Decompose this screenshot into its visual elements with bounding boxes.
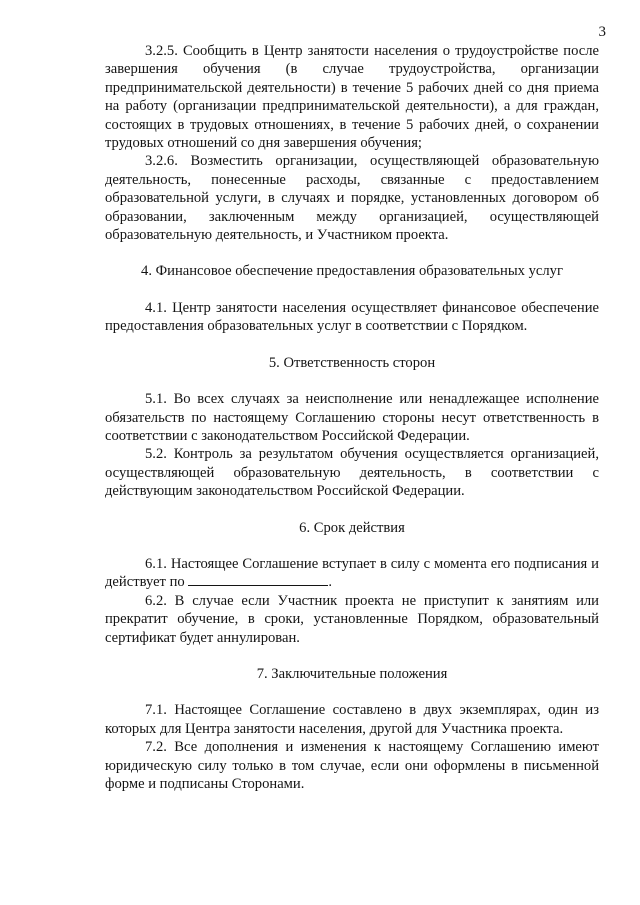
clause-5-1: 5.1. Во всех случаях за неисполнение или ненадлежащее исполнение обязательств по настоящему Соглашению стороны несут ответственность в соответствии с законодательством Российской Федерации. bbox=[105, 391, 599, 444]
clause-3-2-6: 3.2.6. Возместить организации, осуществляющей образовательную деятельность, понесенные расходы, связанные с предоставлением образовательной услуги, в случаях и порядке, установленных договором об образовании, заключенным между организацией, осуществляющей образовательную деятельность, и Участником проекта. bbox=[105, 153, 599, 244]
section-5-heading: 5. Ответственность сторон bbox=[268, 354, 436, 371]
spacer bbox=[105, 537, 599, 555]
spacer bbox=[105, 336, 599, 354]
clause-6-1 bbox=[105, 555, 599, 592]
clause-6-2: 6.2. В случае если Участник проекта не приступит к занятиям или прекратит обучение, в сроки, установленные Порядком, образовательный сертификат будет аннулирован. bbox=[105, 592, 599, 646]
spacer bbox=[105, 683, 599, 701]
page-number: 3 bbox=[598, 24, 606, 40]
clause-4-1: 4.1. Центр занятости населения осуществляет финансовое обеспечение предоставления образовательных услуг в соответствии с Порядком. bbox=[105, 299, 599, 335]
clause-5-2: 5.2. Контроль за результатом обучения осуществляется организацией, осуществляющей образовательную деятельность, в соответствии с действующим законодательством Российской Федерации. bbox=[105, 446, 599, 500]
section-6-heading: 6. Срок действия bbox=[299, 519, 405, 536]
section-7-heading: 7. Заключительные положения bbox=[256, 665, 448, 682]
spacer bbox=[105, 501, 599, 519]
spacer bbox=[105, 647, 599, 665]
spacer bbox=[105, 281, 599, 299]
clause-7-2: 7.2. Все дополнения и изменения к настоящему Соглашению имеют юридическую силу только в том случае, если они оформлены в письменной форме и подписаны Сторонами. bbox=[105, 739, 599, 792]
date-blank-line bbox=[188, 573, 328, 586]
clause-6-1-text: 6.1. Настоящее Соглашение вступает в силу с момента его подписания и действует по bbox=[105, 555, 599, 591]
document-body bbox=[105, 42, 599, 793]
clause-7-1: 7.1. Настоящее Соглашение составлено в двух экземплярах, один из которых для Центра занятости населения, другой для Участника проекта. bbox=[105, 702, 599, 737]
clause-6-1-end: . bbox=[328, 574, 332, 591]
spacer bbox=[105, 372, 599, 390]
clause-3-2-5: 3.2.5. Сообщить в Центр занятости населения о трудоустройстве после завершения обучения (в случае трудоустройства, организации предпринимательской деятельности) в течение 5 рабочих дней со дня приема на работу (организации предпринимательской деятельности), а для граждан, состоящих в трудовых отношениях, в течение 5 рабочих дней, о сохранении трудовых отношений со дня завершения обучения; bbox=[105, 43, 599, 152]
spacer bbox=[105, 244, 599, 262]
section-4-heading: 4. Финансовое обеспечение предоставления образовательных услуг bbox=[141, 263, 563, 280]
